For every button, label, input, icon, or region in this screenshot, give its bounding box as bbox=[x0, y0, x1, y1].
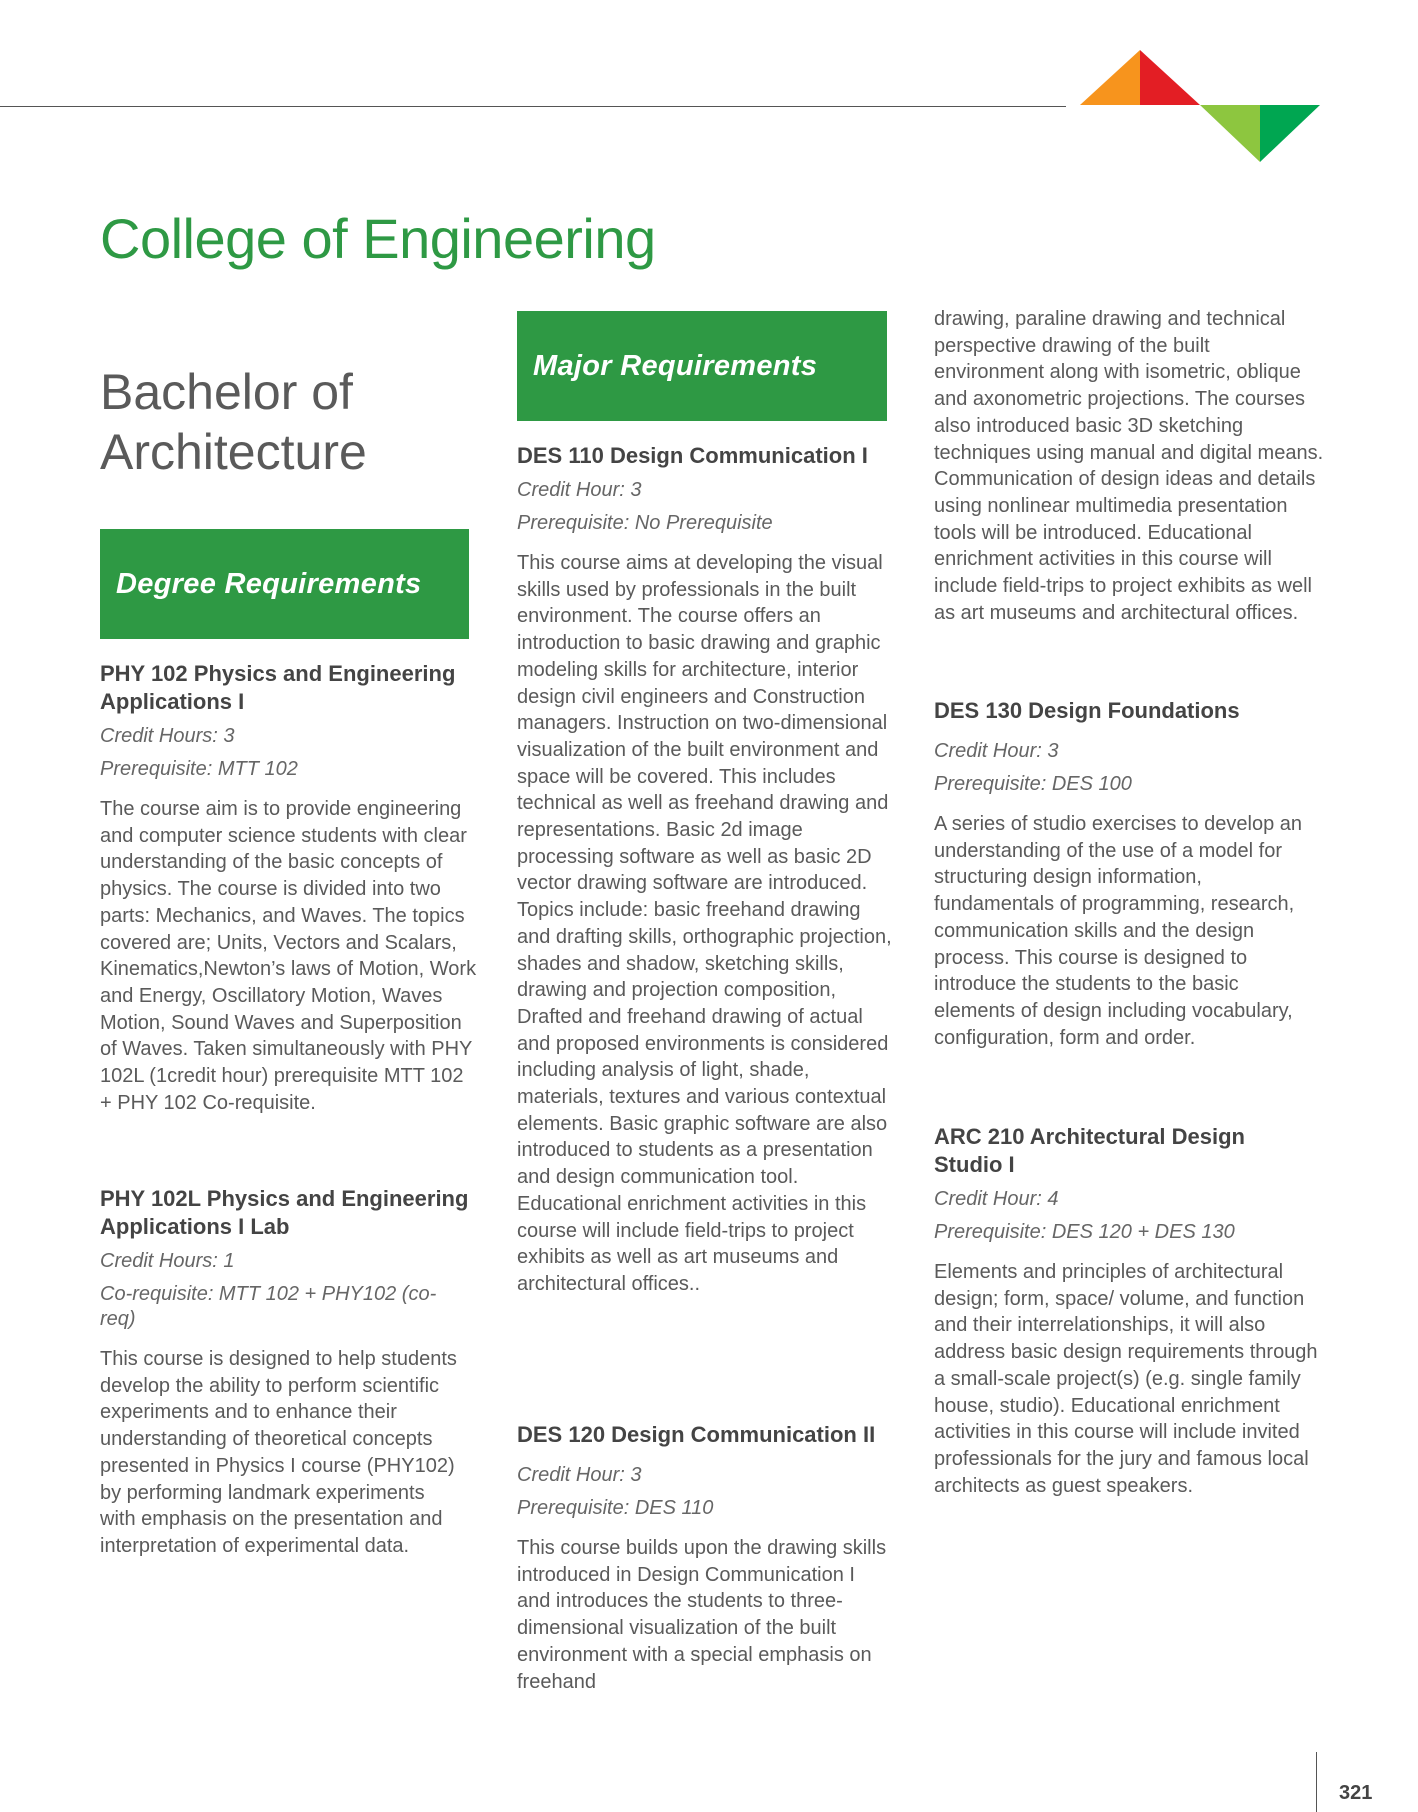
course-title: DES 130 Design Foundations bbox=[934, 698, 1240, 723]
course-description: Elements and principles of architectural design; form, space/ volume, and function and their interrelationships, it will also address basic design requirements through a small-scale project(s) (e.g. single family house, studio). Educational enrichment activities in this course will include invited professionals for the jury and famous local architects as guest speakers. bbox=[934, 1261, 1318, 1497]
course-title: DES 120 Design Communication II bbox=[517, 1422, 876, 1447]
course-description: This course builds upon the drawing skills introduced in Design Communication I and introduces the students to three-dimensional visualization of the built environment with a special emphasis on freehand bbox=[517, 1537, 887, 1693]
course-description-continued: drawing, paraline drawing and technical perspective drawing of the built environment along with isometric, oblique and axonometric projections. The courses also introduced basic 3D sketching techniques using manual and digital means. Communication of design ideas and details using nonlinear multimedia presentation tools will be introduced. Educational enrichment activities in this course will include field-trips to project exhibits as well as art museums and architectural offices. bbox=[934, 308, 1324, 624]
course-phy102l bbox=[100, 1185, 485, 1560]
course-credit: Credit Hour: 4 bbox=[934, 1188, 1059, 1210]
course-prereq: Prerequisite: MTT 102 bbox=[100, 758, 298, 780]
degree-requirements-heading: Degree Requirements bbox=[100, 529, 469, 639]
course-prereq: Prerequisite: DES 100 bbox=[934, 773, 1132, 795]
course-title: DES 110 Design Communication I bbox=[517, 443, 868, 468]
course-prereq: Prerequisite: DES 120 + DES 130 bbox=[934, 1221, 1235, 1243]
course-description: A series of studio exercises to develop an understanding of the use of a model for structuring design information, fundamentals of programming, research, communication skills and the design process. This course is designed to introduce the students to the basic elements of design including vocabulary, configuration, form and order. bbox=[934, 813, 1302, 1049]
course-credit: Credit Hour: 3 bbox=[934, 740, 1059, 762]
course-credit: Credit Hour: 3 bbox=[517, 1464, 642, 1486]
course-title: PHY 102 Physics and Engineering Applications I bbox=[100, 661, 456, 714]
course-credit: Credit Hours: 1 bbox=[100, 1250, 235, 1272]
course-des130 bbox=[934, 697, 1324, 1051]
course-description: This course is designed to help students develop the ability to perform scientific experiments and to enhance their understanding of theoretical concepts presented in Physics I course (PHY102) by performing landmark experiments with emphasis on the presentation and interpretation of experimental data. bbox=[100, 1348, 457, 1557]
course-des110 bbox=[517, 442, 902, 1298]
triangle-logo-icon bbox=[1080, 50, 1320, 162]
course-description: This course aims at developing the visual skills used by professionals in the built environment. The course offers an introduction to basic drawing and graphic modeling skills for architecture, interior design civil engineers and Construction managers. Instruction on two-dimensional visualization of the built environment and space will be covered. This includes technical as well as freehand drawing and representations. Basic 2d image processing software as well as basic 2D vector drawing software are introduced. Topics include: basic freehand drawing and drafting skills, orthographic projection, shades and shadow, sketching skills, drawing and projection composition, Drafted and freehand drawing of actual and proposed environments is considered including analysis of light, shade, materials, textures and various contextual elements. Basic graphic software are also introduced to students as a presentation and design communication tool. Educational enrichment activities in this course will include field-trips to project exhibits as well as art museums and architectural offices.. bbox=[517, 552, 892, 1295]
course-phy102 bbox=[100, 660, 485, 1116]
course-title: PHY 102L Physics and Engineering Applications I Lab bbox=[100, 1186, 469, 1239]
course-prereq: Co-requisite: MTT 102 + PHY102 (co-req) bbox=[100, 1283, 437, 1330]
course-prereq: Prerequisite: DES 110 bbox=[517, 1497, 714, 1519]
course-credit: Credit Hour: 3 bbox=[517, 479, 642, 501]
course-credit: Credit Hours: 3 bbox=[100, 725, 235, 747]
page-number: 321 bbox=[1339, 1782, 1373, 1804]
course-title: ARC 210 Architectural Design Studio I bbox=[934, 1124, 1245, 1177]
course-arc210 bbox=[934, 1123, 1324, 1499]
college-title: College of Engineering bbox=[100, 207, 656, 270]
course-description: The course aim is to provide engineering and computer science students with clear understanding of the basic concepts of physics. The course is divided into two parts: Mechanics, and Waves. The topics covered are; Units, Vectors and Scalars, Kinematics,Newton’s laws of Motion, Work and Energy, Oscillatory Motion, Waves Motion, Sound Waves and Superposition of Waves. Taken simultaneously with PHY 102L (1credit hour) prerequisite MTT 102 + PHY 102 Co-requisite. bbox=[100, 798, 477, 1114]
header-rule bbox=[0, 106, 1066, 107]
footer-rule bbox=[1316, 1752, 1317, 1812]
course-prereq: Prerequisite: No Prerequisite bbox=[517, 512, 773, 534]
program-title: Bachelor of Architecture bbox=[100, 364, 367, 480]
course-des120 bbox=[517, 1421, 902, 1695]
major-requirements-heading: Major Requirements bbox=[517, 311, 887, 421]
